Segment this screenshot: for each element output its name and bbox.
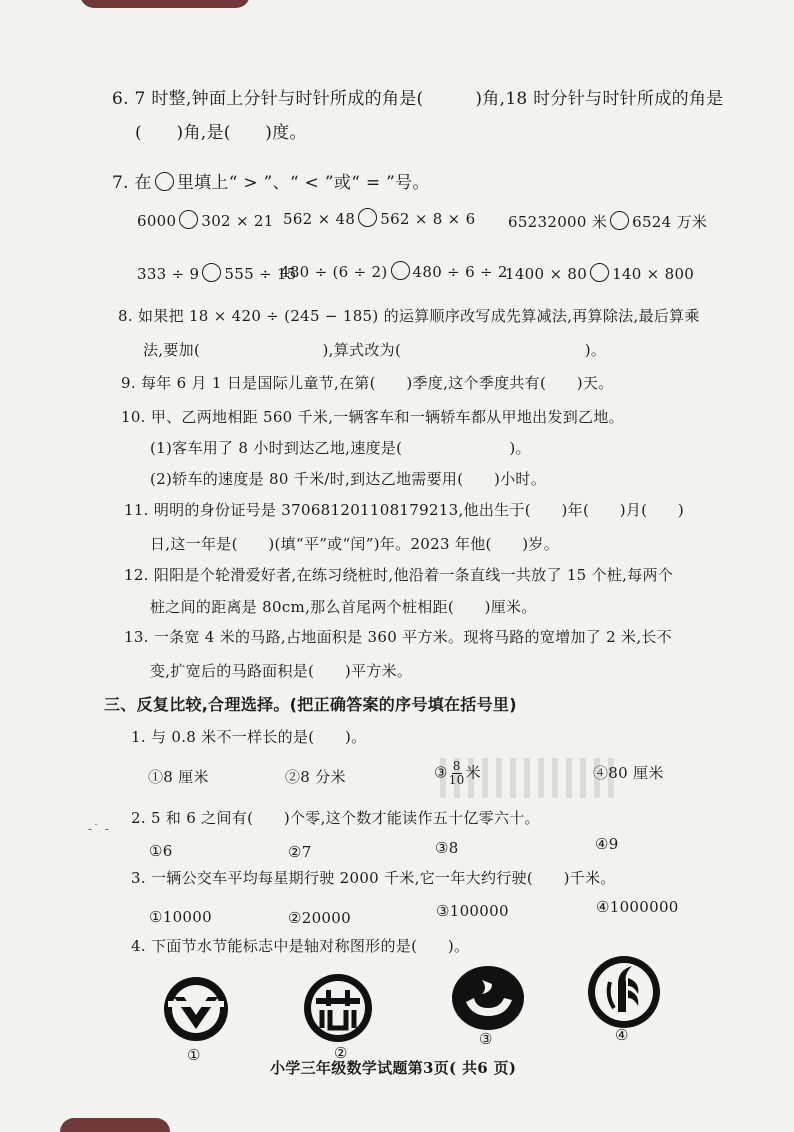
compare-circle-icon[interactable] [590,263,609,282]
compare-circle-icon [155,172,174,191]
choice-1-option-2: ②8 分米 [285,768,346,786]
choice-1-stem: 1. 与 0.8 米不一样长的是( )。 [131,728,367,746]
choice-2-option-2: ②7 [288,843,312,861]
scan-smudge: -˙ - [88,822,110,836]
fraction-denominator: 10 [448,773,465,787]
logo-3-label: ③ [479,1030,493,1048]
water-saving-logo-2-icon [300,970,376,1046]
logo-2-label: ② [334,1044,348,1062]
fraction [449,760,465,787]
choice-2-stem: 2. 5 和 6 之间有( )个零,这个数才能读作五十亿零六十。 [131,809,540,827]
choice-4-stem: 4. 下面节水节能标志中是轴对称图形的是( )。 [131,937,470,955]
choice-3-option-1: ①10000 [149,908,212,926]
question-13-line-2: 变,扩宽后的马路面积是( )平方米。 [150,662,413,680]
choice-3-option-4: ④1000000 [596,898,679,916]
fraction-unit: 米 [465,763,481,782]
question-7-stem-b: 里填上“ > ”、“ < ”或“ = ”号。 [176,173,430,193]
choice-1-option-1: ①8 厘米 [148,768,209,786]
compare-right: 562 × 8 × 6 [380,210,476,228]
question-12-line-1: 12. 阳阳是个轮滑爱好者,在练习绕桩时,他沿着一条直线一共放了 15 个桩,每两个 [124,566,674,584]
page-edge-shadow [80,0,250,8]
compare-item [137,210,274,230]
water-saving-logo-1-icon [160,973,232,1045]
page-edge-shadow [60,1118,170,1132]
compare-item [137,263,297,283]
compare-circle-icon[interactable] [202,263,221,282]
compare-left: 480 ÷ (6 ÷ 2) [280,263,388,281]
question-10-part-1: (1)客车用了 8 小时到达乙地,速度是( )。 [150,439,531,457]
compare-circle-icon[interactable] [610,211,629,230]
compare-circle-icon[interactable] [179,210,198,229]
question-6-line-2: ( )角,是( )度。 [135,123,307,143]
question-11-line-2: 日,这一年是( )(填“平”或“闰”)年。2023 年他( )岁。 [150,535,559,553]
question-9: 9. 每年 6 月 1 日是国际儿童节,在第( )季度,这个季度共有( )天。 [121,374,614,392]
question-7-stem [112,168,430,193]
compare-left: 6000 [137,212,177,230]
choice-1-option-3 [434,760,481,787]
compare-left: 333 ÷ 9 [137,265,200,283]
fraction-numerator: 8 [452,759,461,773]
compare-item [283,208,475,228]
choice-2-option-3: ③8 [435,839,459,857]
logo-4-label: ④ [615,1026,629,1044]
compare-left: 65232000 米 [508,213,608,231]
option-marker: ③ [434,763,448,782]
compare-item [505,263,694,283]
question-10-stem: 10. 甲、乙两地相距 560 千米,一辆客车和一辆轿车都从甲地出发到乙地。 [121,408,624,426]
compare-right: 555 ÷ 15 [224,265,297,283]
compare-left: 562 × 48 [283,210,356,228]
compare-right: 140 × 800 [612,265,695,283]
section-3-title: 三、反复比较,合理选择。(把正确答案的序号填在括号里) [104,695,517,714]
choice-2-option-1: ①6 [149,842,173,860]
compare-right: 480 ÷ 6 ÷ 2 [412,263,508,281]
question-7-stem-a: 7. 在 [112,173,152,193]
water-saving-logo-4-icon [584,952,664,1032]
page-footer: 小学三年级数学试题第3页( 共6 页) [270,1059,517,1077]
question-8-line-1: 8. 如果把 18 × 420 ÷ (245 − 185) 的运算顺序改写成先算减法,再算除法,最后算乘 [118,307,700,325]
compare-circle-icon[interactable] [358,208,377,227]
compare-item [508,211,707,232]
question-12-line-2: 桩之间的距离是 80cm,那么首尾两个桩相距( )厘米。 [150,598,537,616]
question-6-line-1: 6. 7 时整,钟面上分针与时针所成的角是( )角,18 时分针与时针所成的角是 [112,89,724,109]
compare-right: 302 × 21 [201,212,274,230]
choice-2-option-4: ④9 [595,835,619,853]
compare-right: 6524 万米 [632,213,708,231]
logo-1-label: ① [187,1046,201,1064]
compare-circle-icon[interactable] [391,261,410,280]
compare-left: 1400 × 80 [505,265,588,283]
choice-3-option-3: ③100000 [436,902,509,920]
question-8-line-2: 法,要加( ),算式改为( )。 [143,341,607,359]
compare-item [280,261,508,281]
question-13-line-1: 13. 一条宽 4 米的马路,占地面积是 360 平方米。现将马路的宽增加了 2 米,长不 [124,628,672,646]
choice-1-option-4: ④80 厘米 [593,764,664,782]
question-11-line-1: 11. 明明的身份证号是 370681201108179213,他出生于( )年( )月( ) [124,501,685,519]
question-10-part-2: (2)轿车的速度是 80 千米/时,到达乙地需要用( )小时。 [150,470,546,488]
choice-3-stem: 3. 一辆公交车平均每星期行驶 2000 千米,它一年大约行驶( )千米。 [131,869,616,887]
choice-3-option-2: ②20000 [288,909,351,927]
water-saving-logo-3-icon [448,962,528,1034]
